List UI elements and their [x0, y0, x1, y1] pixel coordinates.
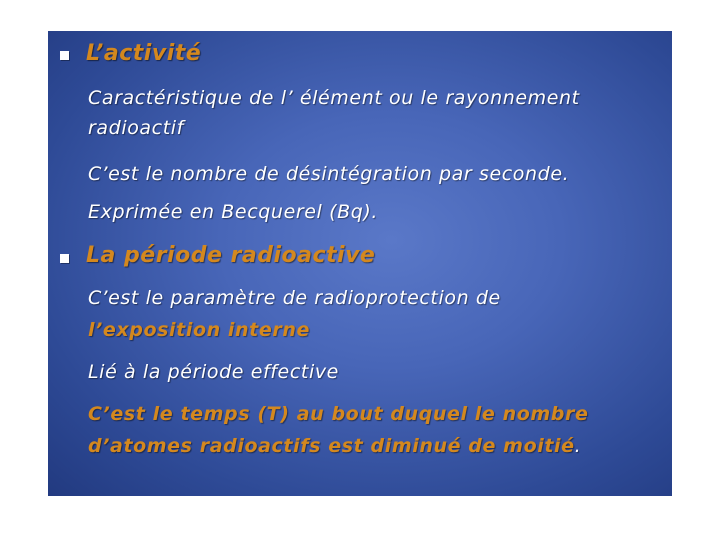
heading-activite: L’activité	[86, 41, 202, 66]
slide	[48, 31, 672, 496]
period-mark: .	[574, 435, 582, 457]
text-line-highlight: C’est le temps (T) au bout duquel le nombre	[88, 403, 589, 425]
heading-periode-radioactive: La période radioactive	[86, 243, 376, 268]
text-line: C’est le nombre de désintégration par seconde.	[88, 163, 570, 185]
bullet-square-icon	[60, 51, 69, 60]
text-line: radioactif	[88, 117, 184, 139]
bullet-square-icon	[60, 254, 69, 263]
text-line: Exprimée en Becquerel (Bq).	[88, 201, 379, 223]
text-line-highlight: d’atomes radioactifs est diminué de moitié	[88, 435, 575, 457]
text-line: C’est le paramètre de radioprotection de	[88, 287, 501, 309]
text-line: Lié à la période effective	[88, 361, 339, 383]
text-line-wrap	[88, 435, 581, 457]
text-line: Caractéristique de l’ élément ou le rayonnement	[88, 87, 580, 109]
text-line-highlight: l’exposition interne	[88, 319, 310, 341]
